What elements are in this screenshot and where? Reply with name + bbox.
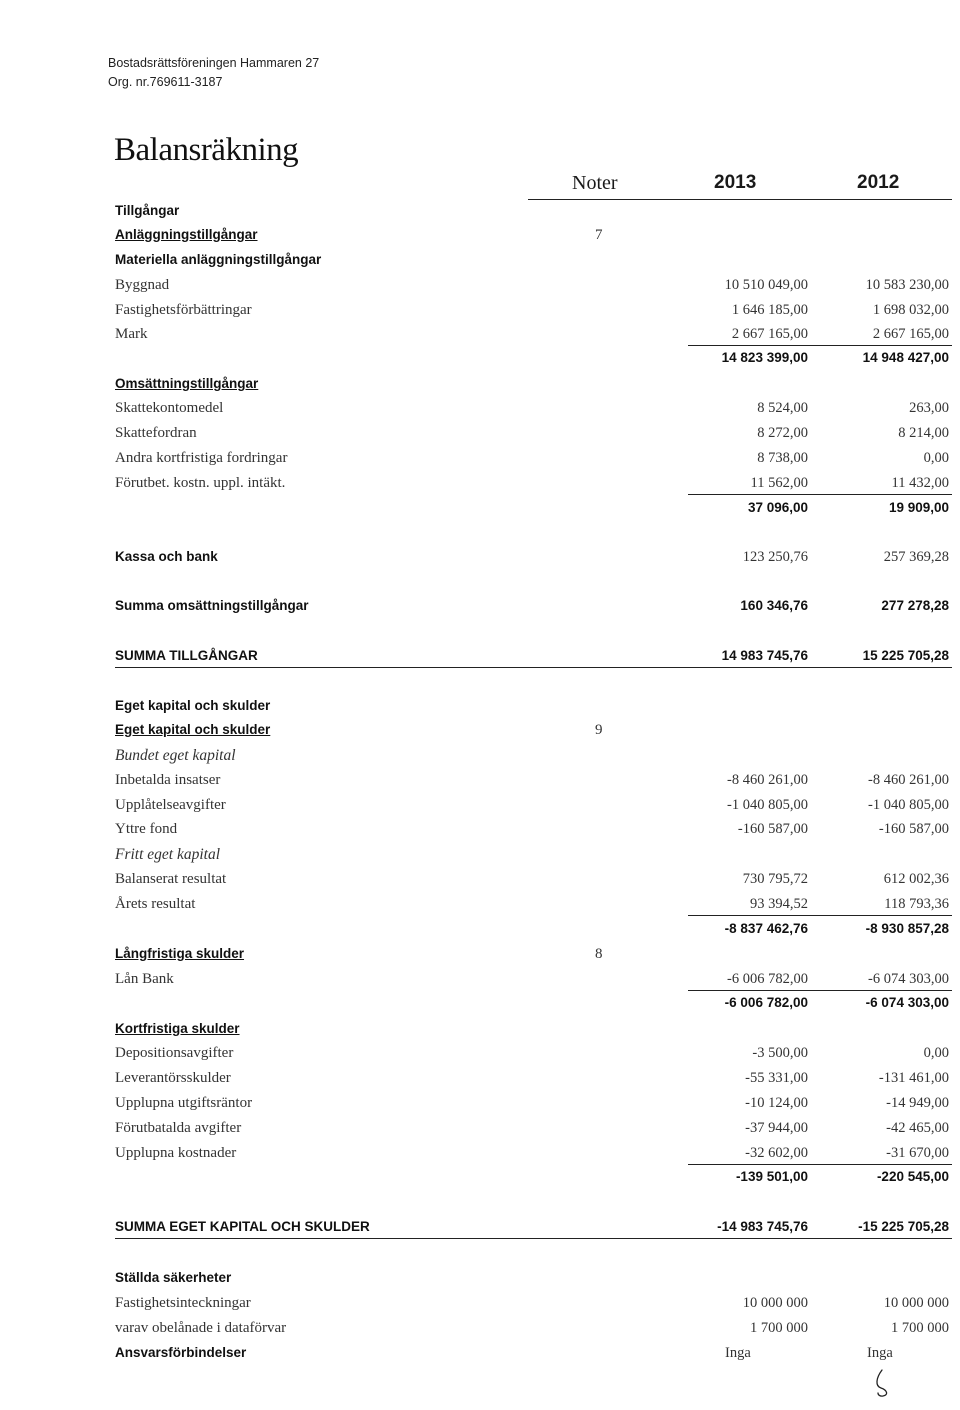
line-item (115, 1320, 960, 1340)
subtotal-2012: 19 909,00 (888, 500, 949, 515)
value-2013: -32 602,00 (745, 1145, 808, 1161)
value-2012: -42 465,00 (886, 1120, 949, 1136)
section-heading: Tillgångar (115, 203, 180, 218)
line-item (115, 797, 960, 817)
handwritten-initials-mark (872, 1368, 894, 1398)
subsection-row (115, 1021, 960, 1041)
page-title: Balansräkning (114, 132, 299, 168)
item-label: Lån Bank (115, 971, 174, 987)
subsection-heading: Eget kapital och skulder (115, 722, 271, 737)
line-item (115, 425, 960, 445)
subtotal-2012: -220 545,00 (876, 1169, 949, 1184)
subsection-row (115, 252, 960, 272)
subsection-heading: Fritt eget kapital (115, 846, 221, 863)
subtotal-2013: -6 006 782,00 (724, 995, 808, 1010)
item-label: Depositionsavgifter (115, 1045, 234, 1061)
value-2012: -160 587,00 (878, 821, 949, 837)
value-2013: 8 272,00 (757, 425, 808, 441)
subtotal-rule (688, 915, 952, 916)
note-reference: 7 (595, 227, 603, 243)
note-reference: 8 (595, 946, 603, 962)
line-item (115, 896, 960, 916)
value-2012: 8 214,00 (898, 425, 949, 441)
value-2013: 10 510 049,00 (724, 277, 808, 293)
item-label: Byggnad (115, 277, 170, 293)
value-2013: 8 524,00 (757, 400, 808, 416)
subtotal-2012: 14 948 427,00 (862, 350, 949, 365)
sum-assets-row (115, 648, 960, 668)
total-rule (115, 667, 952, 668)
value-2013: -1 040 805,00 (727, 797, 808, 813)
subtotal-2013: -139 501,00 (735, 1169, 808, 1184)
line-item (115, 1095, 960, 1115)
value-2012: 1 700 000 (891, 1320, 949, 1336)
item-label: Förutbatalda avgifter (115, 1120, 242, 1136)
subsection-row (115, 722, 960, 742)
header-rule (528, 199, 952, 200)
value-2013: 730 795,72 (742, 871, 808, 887)
value-2012: 11 432,00 (891, 475, 949, 491)
value-2013: 10 000 000 (742, 1295, 808, 1311)
value-2012: 277 278,28 (881, 598, 949, 613)
line-item (115, 326, 960, 346)
item-label: SUMMA EGET KAPITAL OCH SKULDER (115, 1219, 370, 1234)
value-2012: -6 074 303,00 (868, 971, 949, 987)
subtotal-2012: -6 074 303,00 (865, 995, 949, 1010)
value-2012: -8 460 261,00 (868, 772, 949, 788)
value-2013: -3 500,00 (752, 1045, 808, 1061)
item-label: Upplupna utgiftsräntor (115, 1095, 253, 1111)
line-item (115, 821, 960, 841)
value-2012: 10 000 000 (883, 1295, 949, 1311)
item-label: Skattefordran (115, 425, 197, 441)
item-label: Balanserat resultat (115, 871, 227, 887)
value-2013: 93 394,52 (750, 896, 808, 912)
section-heading-row (115, 1270, 960, 1290)
sum-current-row (115, 598, 960, 618)
value-2012: 15 225 705,28 (862, 648, 949, 663)
line-item (115, 277, 960, 297)
line-item (115, 400, 960, 420)
subsection-row (115, 227, 960, 247)
line-item (115, 475, 960, 495)
subtotal-rule (688, 1164, 952, 1165)
value-2013: -55 331,00 (745, 1070, 808, 1086)
value-2013: 123 250,76 (742, 549, 808, 565)
line-item (115, 772, 960, 792)
value-2013: -10 124,00 (745, 1095, 808, 1111)
note-reference: 9 (595, 722, 603, 738)
contingent-row (115, 1345, 960, 1365)
value-2012: 2 667 165,00 (872, 326, 949, 342)
subsection-heading: Omsättningstillgångar (115, 376, 259, 391)
value-2013: 1 700 000 (750, 1320, 808, 1336)
value-2012: -14 949,00 (886, 1095, 949, 1111)
subtotal-2013: -8 837 462,76 (724, 921, 808, 936)
subsection-heading: Anläggningstillgångar (115, 227, 258, 242)
subtotal-rule (688, 990, 952, 991)
subsection-heading: Bundet eget kapital (115, 747, 236, 764)
line-item (115, 1120, 960, 1140)
item-label: Inbetalda insatser (115, 772, 221, 788)
line-item (115, 871, 960, 891)
cash-row (115, 549, 960, 569)
value-2012: 0,00 (923, 1045, 949, 1061)
line-item (115, 1145, 960, 1165)
line-item (115, 1045, 960, 1065)
section-heading: Eget kapital och skulder (115, 698, 271, 713)
col-header-2012: 2012 (857, 172, 900, 193)
subsection-row (115, 946, 960, 966)
item-label: Yttre fond (115, 821, 178, 837)
value-2012: 612 002,36 (883, 871, 949, 887)
value-2013: -6 006 782,00 (727, 971, 808, 987)
value-2012: 257 369,28 (883, 549, 949, 565)
item-label: Upplupna kostnader (115, 1145, 237, 1161)
section-heading: Ställda säkerheter (115, 1270, 232, 1285)
value-2013: -160 587,00 (737, 821, 808, 837)
subsection-row (115, 846, 960, 866)
item-label: Mark (115, 326, 148, 342)
subsection-heading: Materiella anläggningstillgångar (115, 252, 322, 267)
value-2013: 8 738,00 (757, 450, 808, 466)
value-2013: 2 667 165,00 (731, 326, 808, 342)
subtotal-2013: 37 096,00 (747, 500, 808, 515)
value-2013: 160 346,76 (740, 598, 808, 613)
value-2012: 10 583 230,00 (865, 277, 949, 293)
subtotal-row (115, 500, 960, 520)
total-rule (115, 1238, 952, 1239)
value-2012: -15 225 705,28 (858, 1219, 949, 1234)
subsection-heading: Kortfristiga skulder (115, 1021, 240, 1036)
item-label: Ansvarsförbindelser (115, 1345, 247, 1360)
line-item (115, 1295, 960, 1315)
line-item (115, 1070, 960, 1090)
section-heading-row (115, 203, 960, 223)
org-number: Org. nr.769611-3187 (108, 75, 223, 89)
item-label: Fastighetsförbättringar (115, 302, 252, 318)
item-label: Årets resultat (115, 896, 196, 912)
value-2013: 14 983 745,76 (721, 648, 808, 663)
association-name: Bostadsrättsföreningen Hammaren 27 (108, 56, 320, 70)
value-2012: 1 698 032,00 (872, 302, 949, 318)
item-label: Förutbet. kostn. uppl. intäkt. (115, 475, 286, 491)
item-label: Skattekontomedel (115, 400, 224, 416)
item-label: Andra kortfristiga fordringar (115, 450, 288, 466)
col-header-2013: 2013 (714, 172, 757, 193)
value-2013: -37 944,00 (745, 1120, 808, 1136)
item-label: Summa omsättningstillgångar (115, 598, 309, 613)
subtotal-2012: -8 930 857,28 (865, 921, 949, 936)
value-2012: 0,00 (923, 450, 949, 466)
value-2012: -31 670,00 (886, 1145, 949, 1161)
subsection-row (115, 747, 960, 767)
subtotal-row (115, 921, 960, 941)
subtotal-row (115, 995, 960, 1015)
value-2013: -14 983 745,76 (717, 1219, 808, 1234)
value-2013: 11 562,00 (750, 475, 808, 491)
value-2012: Inga (867, 1345, 893, 1361)
value-2012: -131 461,00 (878, 1070, 949, 1086)
item-label: varav obelånade i dataförvar (115, 1320, 287, 1336)
col-header-noter: Noter (572, 172, 618, 194)
value-2013: Inga (725, 1345, 751, 1361)
subsection-heading: Långfristiga skulder (115, 946, 245, 961)
subtotal-rule (688, 494, 952, 495)
value-2012: 118 793,36 (884, 896, 949, 912)
item-label: Fastighetsinteckningar (115, 1295, 251, 1311)
line-item (115, 302, 960, 322)
item-label: Upplåtelseavgifter (115, 797, 226, 813)
value-2012: 263,00 (909, 400, 949, 416)
value-2012: -1 040 805,00 (868, 797, 949, 813)
item-label: SUMMA TILLGÅNGAR (115, 648, 258, 663)
subtotal-row (115, 350, 960, 370)
line-item (115, 450, 960, 470)
subsection-row (115, 376, 960, 396)
subtotal-2013: 14 823 399,00 (721, 350, 808, 365)
item-label: Leverantörsskulder (115, 1070, 231, 1086)
section-heading-row (115, 698, 960, 718)
value-2013: 1 646 185,00 (731, 302, 808, 318)
item-label: Kassa och bank (115, 549, 218, 564)
subtotal-row (115, 1169, 960, 1189)
sum-equity-liabilities-row (115, 1219, 960, 1239)
value-2013: -8 460 261,00 (727, 772, 808, 788)
line-item (115, 971, 960, 991)
subtotal-rule (688, 345, 952, 346)
